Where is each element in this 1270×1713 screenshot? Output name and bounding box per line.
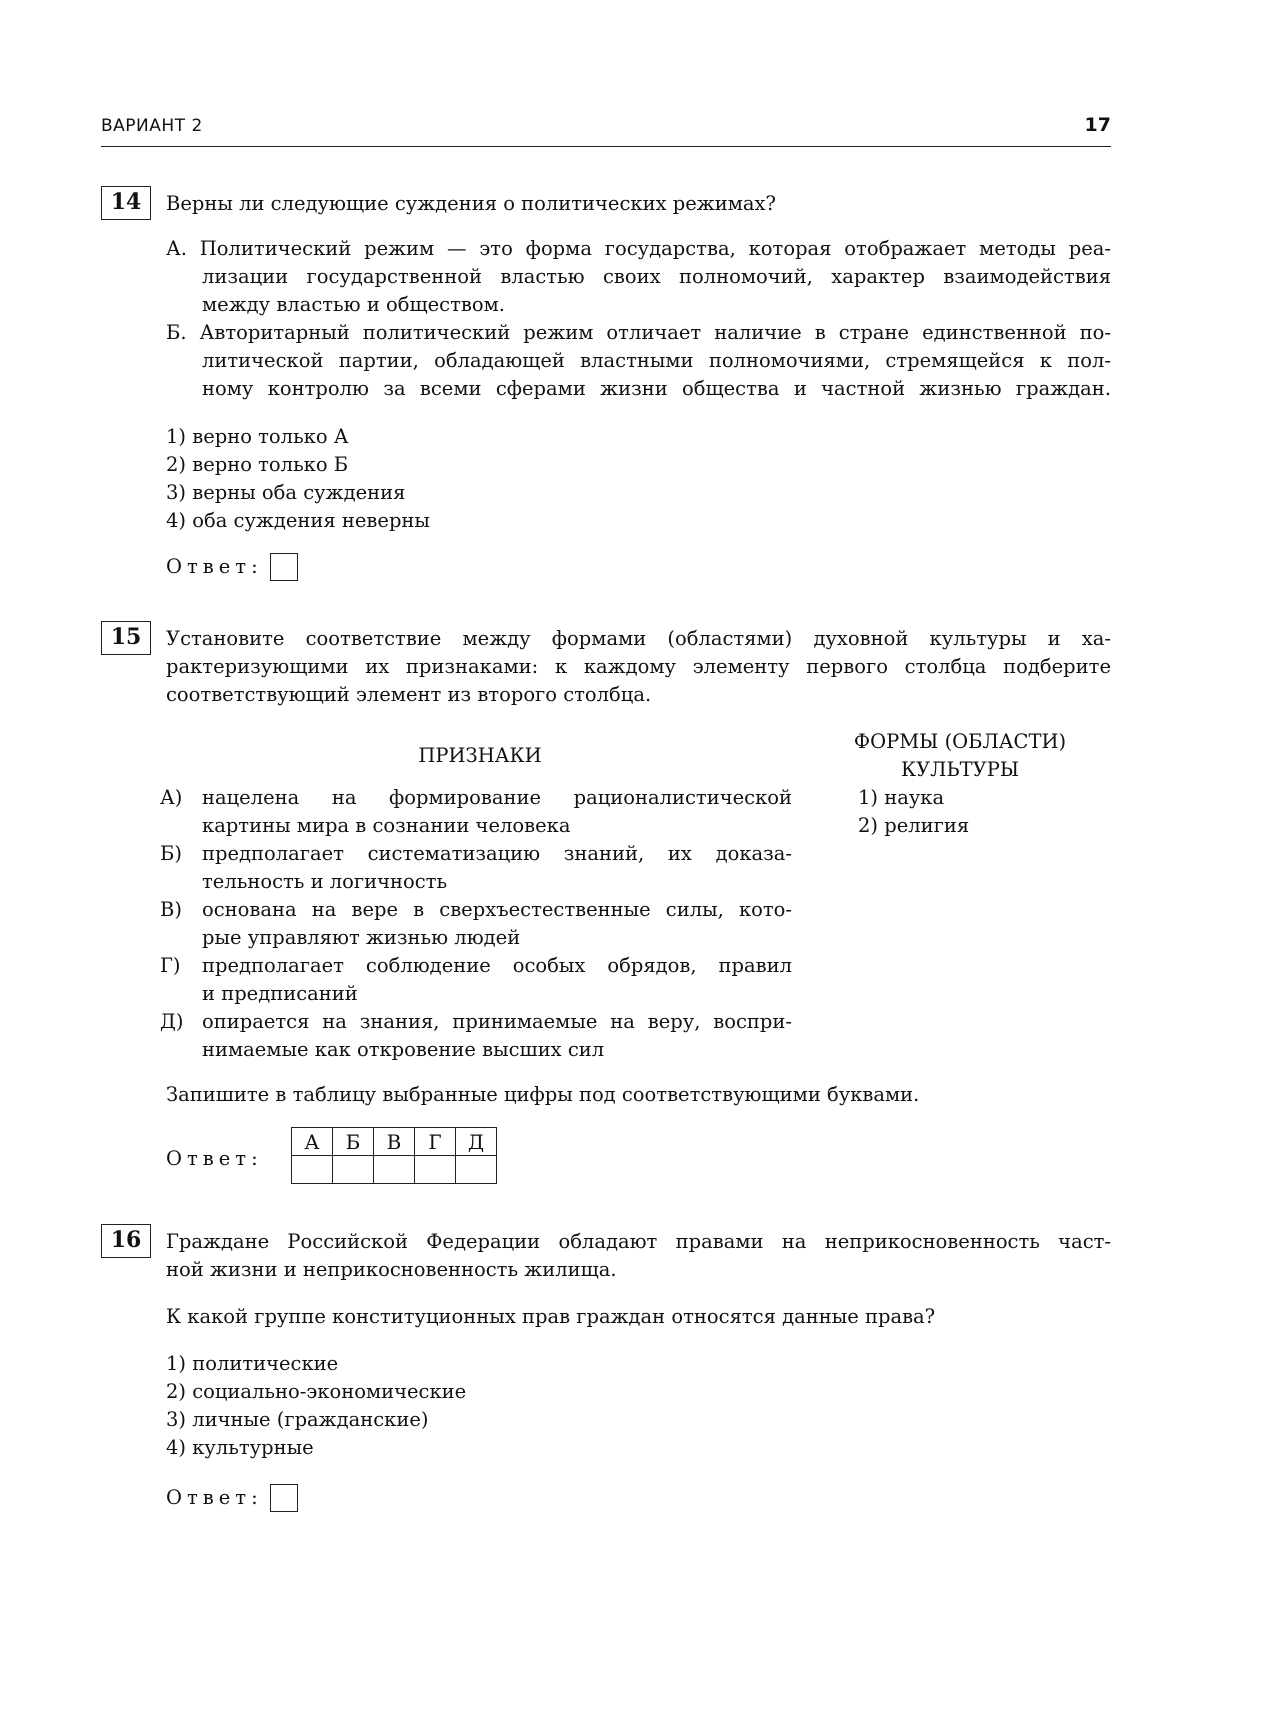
- answer-cell-g[interactable]: [415, 1156, 456, 1184]
- answer-cell-v[interactable]: [374, 1156, 415, 1184]
- q16-option[interactable]: 1) политические: [166, 1352, 339, 1375]
- feature-text-line: картины мира в сознании человека: [202, 814, 571, 837]
- form-item: 1) наука: [858, 786, 945, 809]
- q14-answer-label: Ответ:: [166, 555, 263, 578]
- feature-letter: В): [160, 898, 182, 921]
- q14-option[interactable]: 4) оба суждения неверны: [166, 509, 430, 532]
- answer-table-header-row: [292, 1128, 497, 1156]
- answer-table-header-cell: А: [292, 1128, 333, 1156]
- feature-letter: Г): [160, 954, 181, 977]
- question-16-text: К какой группе конституционных прав граждан относятся данные права?: [166, 1305, 936, 1328]
- answer-table-header-cell: В: [374, 1128, 415, 1156]
- variant-label: ВАРИАНТ 2: [101, 116, 203, 136]
- answer-table-header-cell: Д: [456, 1128, 497, 1156]
- feature-text-line: рые управляют жизнью людей: [202, 926, 521, 949]
- forms-column-header: ФОРМЫ (ОБЛАСТИ): [853, 730, 1067, 753]
- form-item: 2) религия: [858, 814, 970, 837]
- question-15-number: 15: [101, 621, 151, 655]
- q16-option[interactable]: 4) культурные: [166, 1436, 314, 1459]
- q14-statement-a-line: лизации государственной властью своих полномочий, характер взаимодействия: [202, 265, 1111, 288]
- q14-statement-b-line: литической партии, обладающей властными полномочиями, стремящейся к пол-: [202, 349, 1111, 372]
- answer-table-header-cell: Б: [333, 1128, 374, 1156]
- q16-answer-label: Ответ:: [166, 1486, 263, 1509]
- q15-answer-table: [291, 1127, 497, 1184]
- feature-text-line: и предписаний: [202, 982, 358, 1005]
- feature-text-line: предполагает систематизацию знаний, их доказа-: [202, 842, 792, 865]
- q15-intro-line: соответствующий элемент из второго столбца.: [166, 683, 652, 706]
- q16-option[interactable]: 3) личные (гражданские): [166, 1408, 429, 1431]
- q14-option[interactable]: 2) верно только Б: [166, 453, 349, 476]
- question-14-number: 14: [101, 186, 151, 220]
- answer-cell-a[interactable]: [292, 1156, 333, 1184]
- feature-text-line: нимаемые как откровение высших сил: [202, 1038, 605, 1061]
- features-column-header: ПРИЗНАКИ: [418, 744, 542, 767]
- q14-option[interactable]: 1) верно только А: [166, 425, 349, 448]
- feature-text-line: опирается на знания, принимаемые на веру, воспри-: [202, 1010, 792, 1033]
- q14-statement-b-line: ному контролю за всеми сферами жизни общества и частной жизнью граждан.: [202, 377, 1111, 400]
- q15-intro-line: Установите соответствие между формами (областями) духовной культуры и ха-: [166, 627, 1111, 650]
- answer-table-header-cell: Г: [415, 1128, 456, 1156]
- question-14-text: Верны ли следующие суждения о политических режимах?: [166, 192, 776, 215]
- q14-option[interactable]: 3) верны оба суждения: [166, 481, 406, 504]
- q16-answer-box[interactable]: [270, 1484, 298, 1512]
- q15-answer-label: Ответ:: [166, 1147, 263, 1170]
- q15-intro-line: рактеризующими их признаками: к каждому элементу первого столбца подберите: [166, 655, 1111, 678]
- feature-letter: Б): [160, 842, 182, 865]
- feature-text-line: нацелена на формирование рационалистической: [202, 786, 792, 809]
- q14-answer-box[interactable]: [270, 553, 298, 581]
- q14-statement-b-line: Б. Авторитарный политический режим отличает наличие в стране единственной по-: [166, 321, 1111, 344]
- feature-text-line: основана на вере в сверхъестественные силы, кото-: [202, 898, 792, 921]
- feature-text-line: тельность и логичность: [202, 870, 448, 893]
- answer-table-input-row: [292, 1156, 497, 1184]
- feature-letter: А): [160, 786, 183, 809]
- feature-text-line: предполагает соблюдение особых обрядов, правил: [202, 954, 792, 977]
- feature-letter: Д): [160, 1010, 184, 1033]
- q16-intro-line: Граждане Российской Федерации обладают правами на неприкосновенность част-: [166, 1230, 1111, 1253]
- answer-cell-d[interactable]: [456, 1156, 497, 1184]
- answer-cell-b[interactable]: [333, 1156, 374, 1184]
- question-16-number: 16: [101, 1224, 151, 1258]
- forms-column-header: КУЛЬТУРЫ: [901, 758, 1019, 781]
- q15-instruction: Запишите в таблицу выбранные цифры под соответствующими буквами.: [166, 1083, 920, 1106]
- q14-statement-a-line: А. Политический режим — это форма государства, которая отображает методы реа-: [166, 237, 1111, 260]
- q16-intro-line: ной жизни и неприкосновенность жилища.: [166, 1258, 617, 1281]
- q16-option[interactable]: 2) социально-экономические: [166, 1380, 467, 1403]
- page-number: 17: [1084, 114, 1111, 136]
- q14-statement-a-line: между властью и обществом.: [202, 293, 505, 316]
- page-header: [101, 116, 1111, 147]
